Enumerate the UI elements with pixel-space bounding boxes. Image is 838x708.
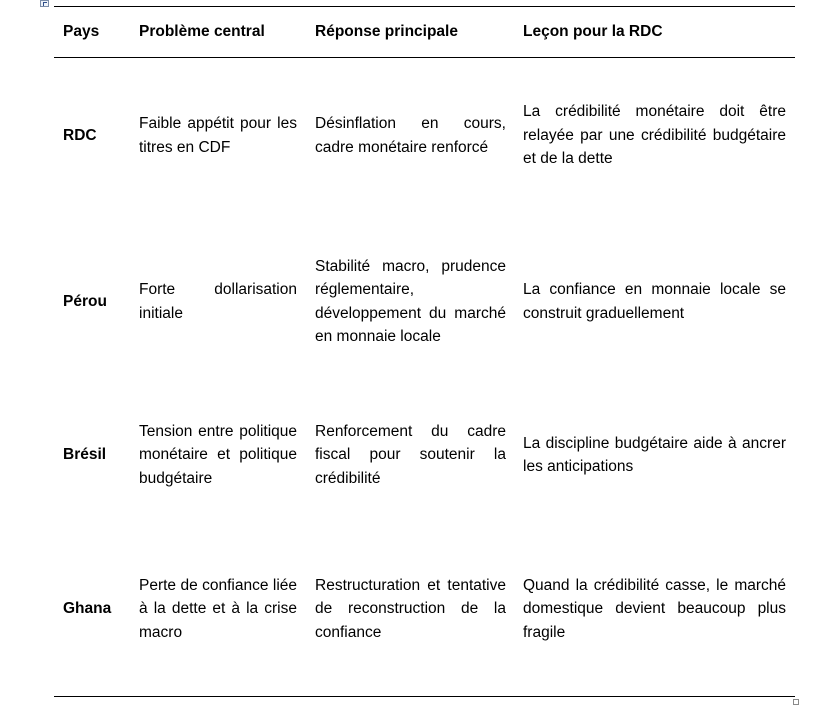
response-text: Stabilité macro, prudence réglementaire, développement du marché en monnaie locale	[315, 257, 506, 345]
response-text: Restructuration et tentative de reconstruction de la confiance	[315, 576, 506, 641]
table-resize-handle[interactable]	[793, 699, 799, 705]
table-row	[54, 406, 795, 504]
problem-text: Perte de confiance liée à la dette et à la crise macro	[139, 576, 297, 641]
cell-problem	[139, 406, 297, 504]
table-row	[54, 560, 795, 658]
problem-text: Tension entre politique monétaire et politique budgétaire	[139, 422, 297, 487]
cell-response	[315, 88, 506, 183]
cell-problem	[139, 88, 297, 183]
problem-text: Forte dollarisation initiale	[139, 281, 297, 322]
country-name: Brésil	[63, 446, 107, 464]
lesson-text: La crédibilité monétaire doit être relayée par une crédibilité budgétaire et de la dette	[523, 103, 786, 168]
cell-problem	[139, 560, 297, 658]
lesson-text: Quand la crédibilité casse, le marché domestique devient beaucoup plus fragile	[523, 576, 786, 641]
cell-lesson	[523, 560, 786, 658]
cell-country	[63, 88, 133, 183]
response-text: Renforcement du cadre fiscal pour soutenir la crédibilité	[315, 422, 506, 487]
lesson-text: La discipline budgétaire aide à ancrer les anticipations	[523, 434, 786, 475]
table-bottom-border	[54, 696, 795, 697]
cell-country	[63, 406, 133, 504]
response-text: Désinflation en cours, cadre monétaire renforcé	[315, 115, 506, 156]
problem-text: Faible appétit pour les titres en CDF	[139, 115, 297, 156]
table-header-border	[54, 57, 795, 58]
cell-response	[315, 560, 506, 658]
cell-lesson	[523, 229, 786, 374]
cell-lesson	[523, 406, 786, 504]
country-name: Pérou	[63, 292, 107, 310]
cell-response	[315, 229, 506, 374]
cell-country	[63, 560, 133, 658]
header-problem: Problème central	[139, 23, 265, 40]
header-country: Pays	[63, 23, 100, 40]
country-name: Ghana	[63, 600, 112, 618]
country-name: RDC	[63, 126, 97, 144]
table-top-border	[54, 6, 795, 7]
lesson-text: La confiance en monnaie locale se construit graduellement	[523, 281, 786, 322]
cell-lesson	[523, 88, 786, 183]
table-row	[54, 229, 795, 374]
table-move-handle[interactable]	[40, 0, 49, 7]
cell-response	[315, 406, 506, 504]
cell-country	[63, 229, 133, 374]
table-row	[54, 88, 795, 183]
cell-problem	[139, 229, 297, 374]
header-lesson: Leçon pour la RDC	[523, 23, 663, 40]
header-response: Réponse principale	[315, 23, 458, 40]
